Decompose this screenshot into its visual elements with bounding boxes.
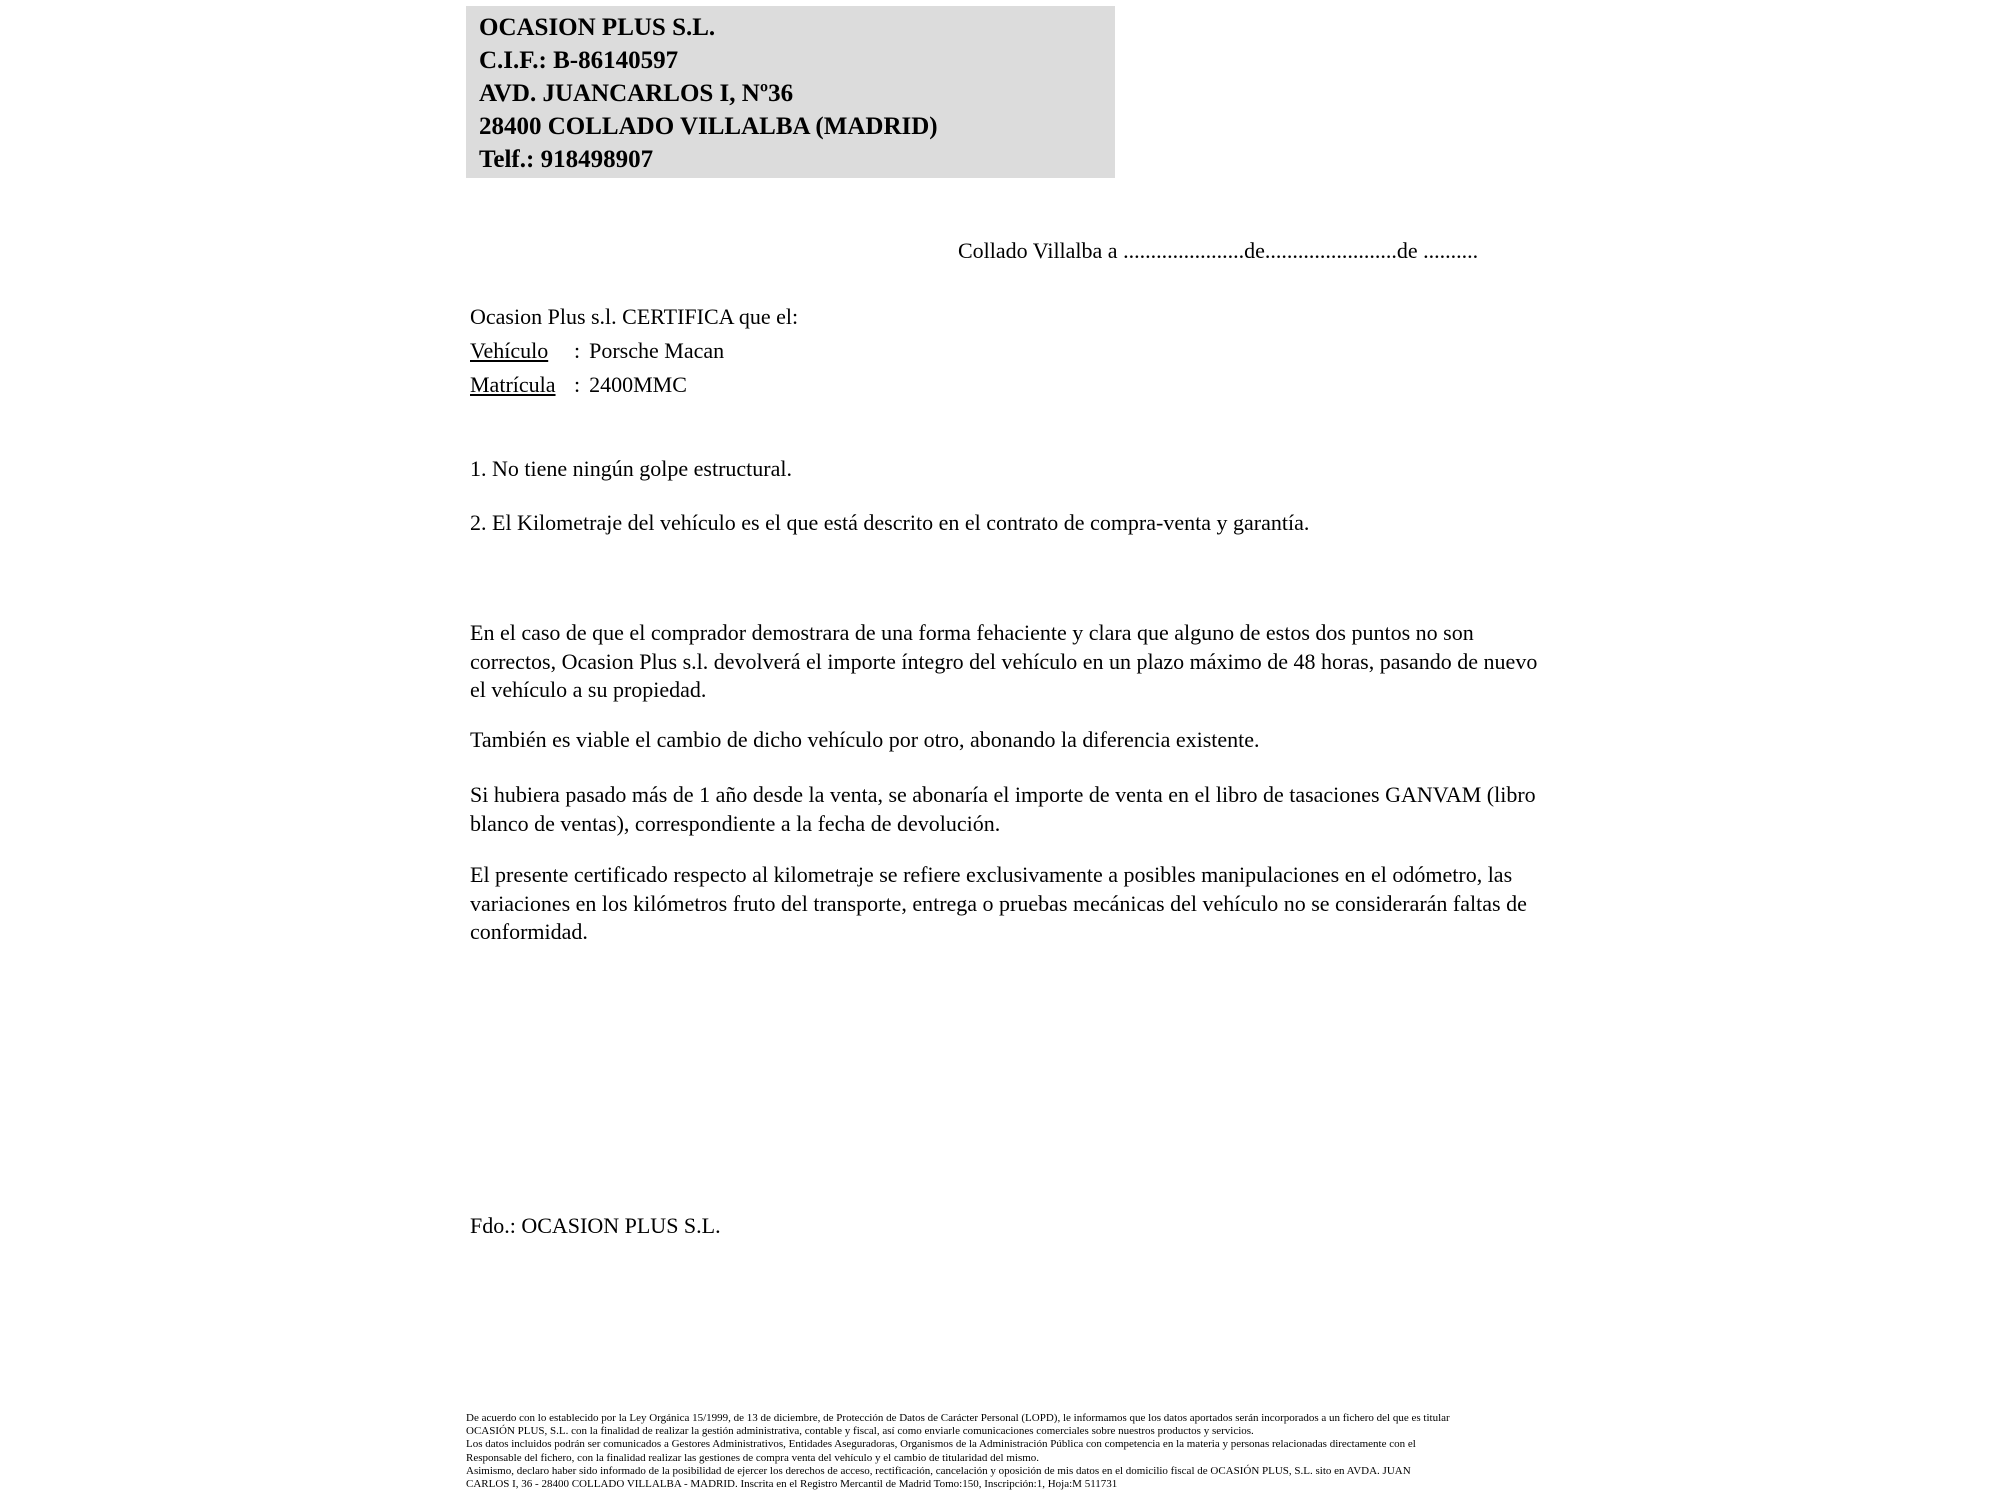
company-letterhead <box>466 6 1115 178</box>
footer-line: Los datos incluidos podrán ser comunicados a Gestores Administrativos, Entidades Aseguradoras, Organismos de la Administración Pública con competencia en la materia y personas relacionadas directamente con el <box>466 1438 1416 1451</box>
plate-separator: : <box>574 372 581 397</box>
paragraph-refund: En el caso de que el comprador demostrara de una forma fehaciente y clara que alguno de estos dos puntos no son correctos, Ocasion Plus s.l. devolverá el importe íntegro del vehículo en un plazo máximo de 48 horas, pasando de nuevo el vehículo a su propiedad. <box>470 620 1538 702</box>
footer-line: De acuerdo con lo establecido por la Ley Orgánica 15/1999, de 13 de diciembre, de Protección de Datos de Carácter Personal (LOPD), le informamos que los datos aportados serán incorporados a un fichero del que es titular <box>466 1412 1450 1424</box>
company-phone: Telf.: 918498907 <box>479 146 654 173</box>
certification-block <box>470 300 798 402</box>
certification-intro: Ocasion Plus s.l. CERTIFICA que el: <box>470 304 799 329</box>
vehicle-value: Porsche Macan <box>589 338 725 363</box>
footer-line: Asimismo, declaro haber sido informado de la posibilidad de ejercer los derechos de acceso, rectificación, cancelación y oposición de mis datos en el domicilio fiscal de OCASIÓN PLUS, S.L. sito en AVDA. JUAN <box>466 1464 1411 1477</box>
company-address: AVD. JUANCARLOS I, Nº36 <box>479 80 794 107</box>
paragraph-ganvam: Si hubiera pasado más de 1 año desde la venta, se abonaría el importe de venta en el libro de tasaciones GANVAM (libro blanco de ventas), correspondiente a la fecha de devolución. <box>470 782 1536 836</box>
date-line: Collado Villalba a ......................de........................de .......... <box>958 238 1479 263</box>
vehicle-label: Vehículo <box>470 338 549 363</box>
condition-item-2: 2. El Kilometraje del vehículo es el que está descrito en el contrato de compra-venta y garantía. <box>470 510 1310 535</box>
plate-field <box>470 368 798 402</box>
plate-value: 2400MMC <box>589 372 687 397</box>
footer-line: OCASIÓN PLUS, S.L. con la finalidad de realizar la gestión administrativa, contable y fiscal, así como enviarle comunicaciones comerciales sobre nuestros productos y servicios. <box>466 1425 1254 1438</box>
company-name: OCASION PLUS S.L. <box>479 14 716 41</box>
legal-footer <box>466 1412 1450 1491</box>
paragraph-odometer: El presente certificado respecto al kilometraje se refiere exclusivamente a posibles manipulaciones en el odómetro, las variaciones en los kilómetros fruto del transporte, entrega o pruebas mecánicas del vehículo no se considerarán faltas de conformidad. <box>470 862 1527 944</box>
footer-line: CARLOS I, 36 - 28400 COLLADO VILLALBA - MADRID. Inscrita en el Registro Mercantil de Madrid Tomo:150, Inscripción:1, Hoja:M 511731 <box>466 1478 1118 1491</box>
company-city: 28400 COLLADO VILLALBA (MADRID) <box>479 113 938 140</box>
plate-label: Matrícula <box>470 372 556 397</box>
vehicle-separator: : <box>574 338 581 363</box>
condition-item-1: 1. No tiene ningún golpe estructural. <box>470 456 792 481</box>
footer-line: Responsable del fichero, con la finalidad realizar las gestiones de compra venta del vehículo y el cambio de titularidad del mismo. <box>466 1451 1040 1464</box>
paragraph-exchange: También es viable el cambio de dicho vehículo por otro, abonando la diferencia existente. <box>470 727 1260 752</box>
signature-line: Fdo.: OCASION PLUS S.L. <box>470 1213 721 1238</box>
company-cif: C.I.F.: B-86140597 <box>479 47 679 74</box>
vehicle-field <box>470 334 798 368</box>
